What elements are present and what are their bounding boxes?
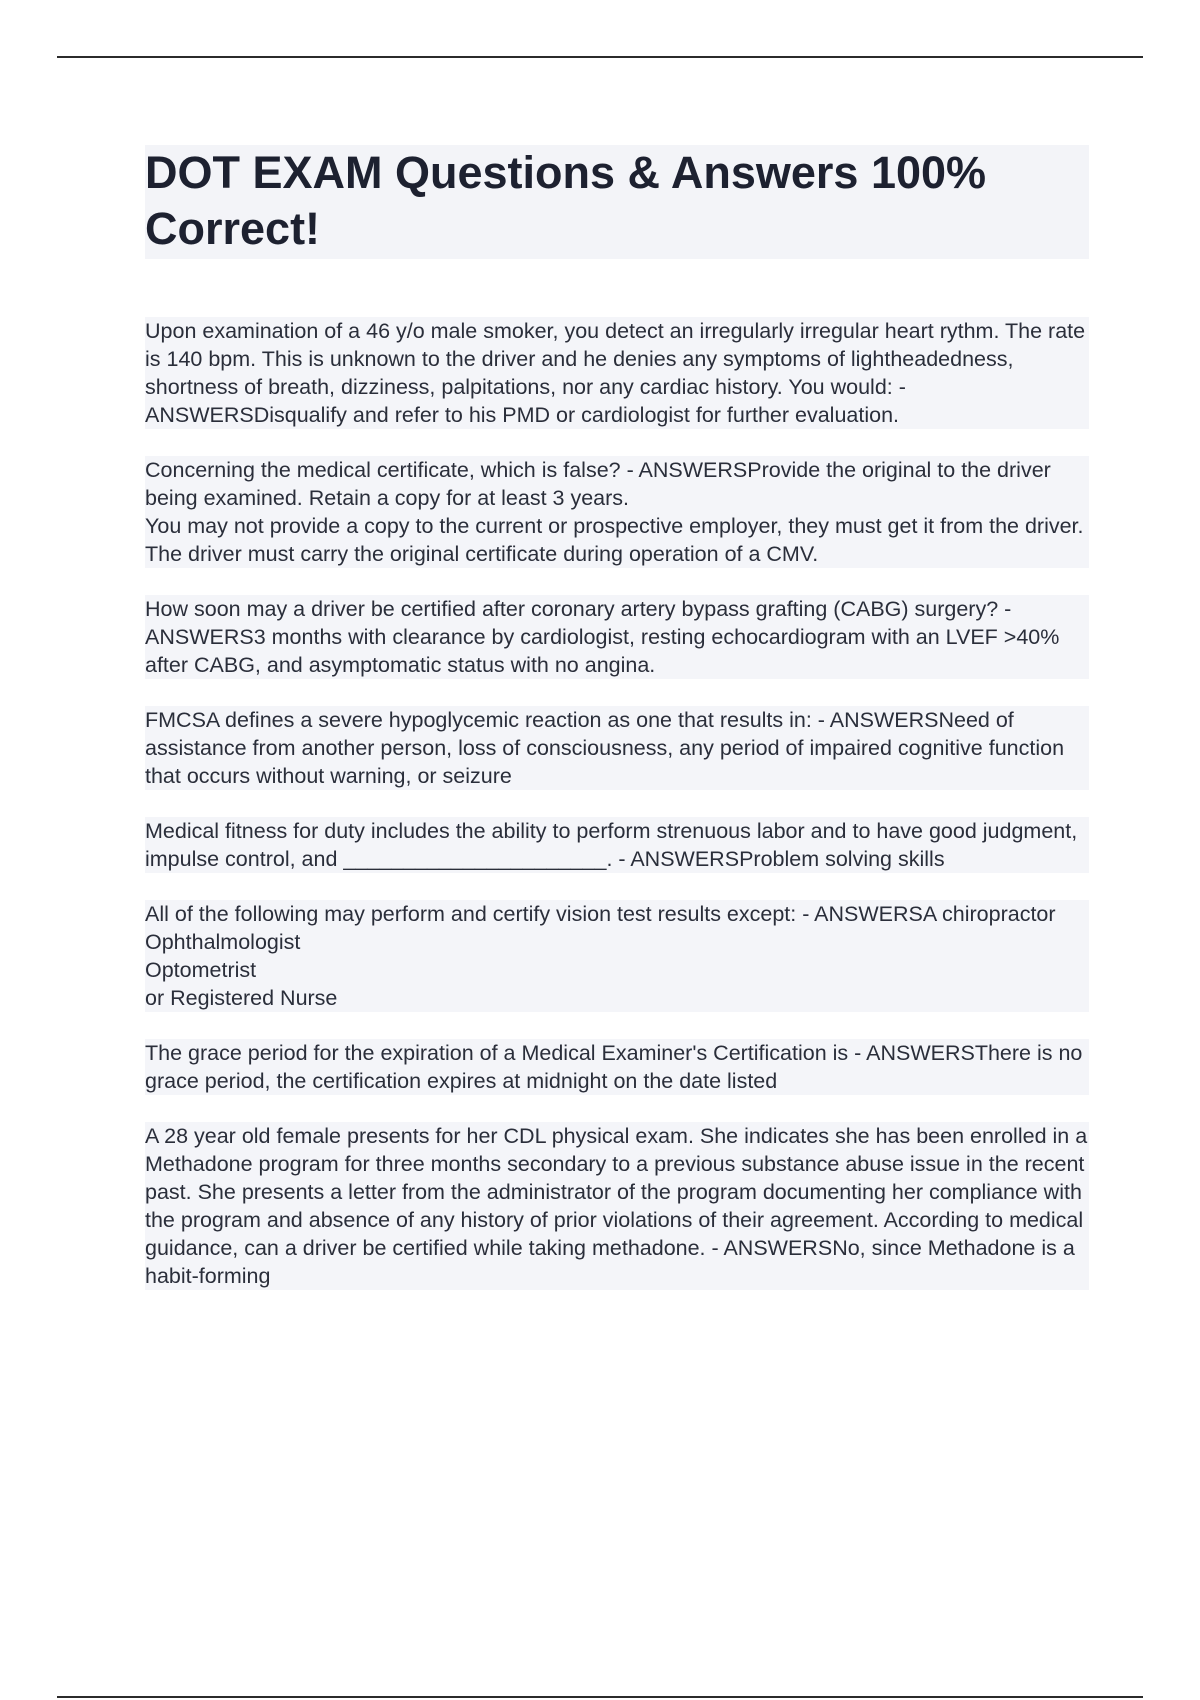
qa-item — [145, 900, 1089, 1012]
qa-item — [145, 1039, 1089, 1095]
answer-text: 3 months with clearance by cardiologist, resting echocardiogram with an LVEF >40% after CABG, and asymptomatic status with no angina. — [145, 625, 1060, 677]
answer-prefix: - ANSWERS — [145, 597, 1012, 649]
bottom-rule — [57, 1696, 1143, 1698]
qa-item — [145, 456, 1089, 568]
answer-prefix: - ANSWERS — [848, 1041, 975, 1065]
answer-text: There is no grace period, the certification expires at midnight on the date listed — [145, 1041, 1083, 1093]
question-text: FMCSA defines a severe hypoglycemic reaction as one that results in: — [145, 708, 812, 732]
question-text: How soon may a driver be certified after coronary artery bypass grafting (CABG) surgery? — [145, 597, 999, 621]
answer-text: Disqualify and refer to his PMD or cardiologist for further evaluation. — [253, 403, 900, 427]
answer-text: Need of assistance from another person, loss of consciousness, any period of impaired cognitive function that occurs without warning, or seizure — [145, 708, 1065, 788]
document-title: DOT EXAM Questions & Answers 100% Correct! — [145, 145, 1089, 259]
question-text: Concerning the medical certificate, which is false? — [145, 458, 621, 482]
question-text: Medical fitness for duty includes the ability to perform strenuous labor and to have good judgment, impulse control, and ______________________. — [145, 819, 1078, 871]
answer-prefix: - ANSWERS — [811, 708, 939, 732]
qa-item — [145, 706, 1089, 790]
qa-item — [145, 1122, 1089, 1290]
answer-prefix: - ANSWERS — [705, 1236, 833, 1260]
answer-text: Provide the original to the driver being examined. Retain a copy for at least 3 years. You may not provide a copy to the current or prospective employer, they must get it from the driver. The driver must carry the original certificate during operation of a CMV. — [145, 458, 1084, 566]
answer-prefix: - ANSWERS — [612, 847, 740, 871]
answer-prefix: - ANSWERS — [145, 375, 906, 427]
qa-item — [145, 317, 1089, 429]
top-rule — [57, 56, 1143, 58]
question-text: A 28 year old female presents for her CDL physical exam. She indicates she has been enrolled in a Methadone program for three months secondary to a previous substance abuse issue in the recent past. She presents a letter from the administrator of the program documenting her compliance with the program and absence of any history of prior violations of their agreement. According to medical guidance, can a driver be certified while taking methadone. — [145, 1124, 1088, 1260]
answer-prefix: - ANSWERS — [796, 902, 923, 926]
answer-text: No, since Methadone is a habit-forming — [145, 1236, 1075, 1288]
question-text: The grace period for the expiration of a Medical Examiner's Certification is — [145, 1041, 849, 1065]
question-text: All of the following may perform and certify vision test results except: — [145, 902, 797, 926]
qa-item — [145, 595, 1089, 679]
question-text: Upon examination of a 46 y/o male smoker, you detect an irregularly irregular heart rythm. The rate is 140 bpm. This is unknown to the driver and he denies any symptoms of lightheadedness, shortness of breath, dizziness, palpitations, nor any cardiac history. You would: — [145, 319, 1086, 399]
answer-prefix: - ANSWERS — [620, 458, 748, 482]
answer-text: A chiropractor Ophthalmologist Optometrist or Registered Nurse — [145, 902, 1056, 1010]
qa-item — [145, 817, 1089, 873]
qa-list — [145, 317, 1089, 1290]
document-body — [145, 145, 1089, 1317]
answer-text: Problem solving skills — [739, 847, 945, 871]
